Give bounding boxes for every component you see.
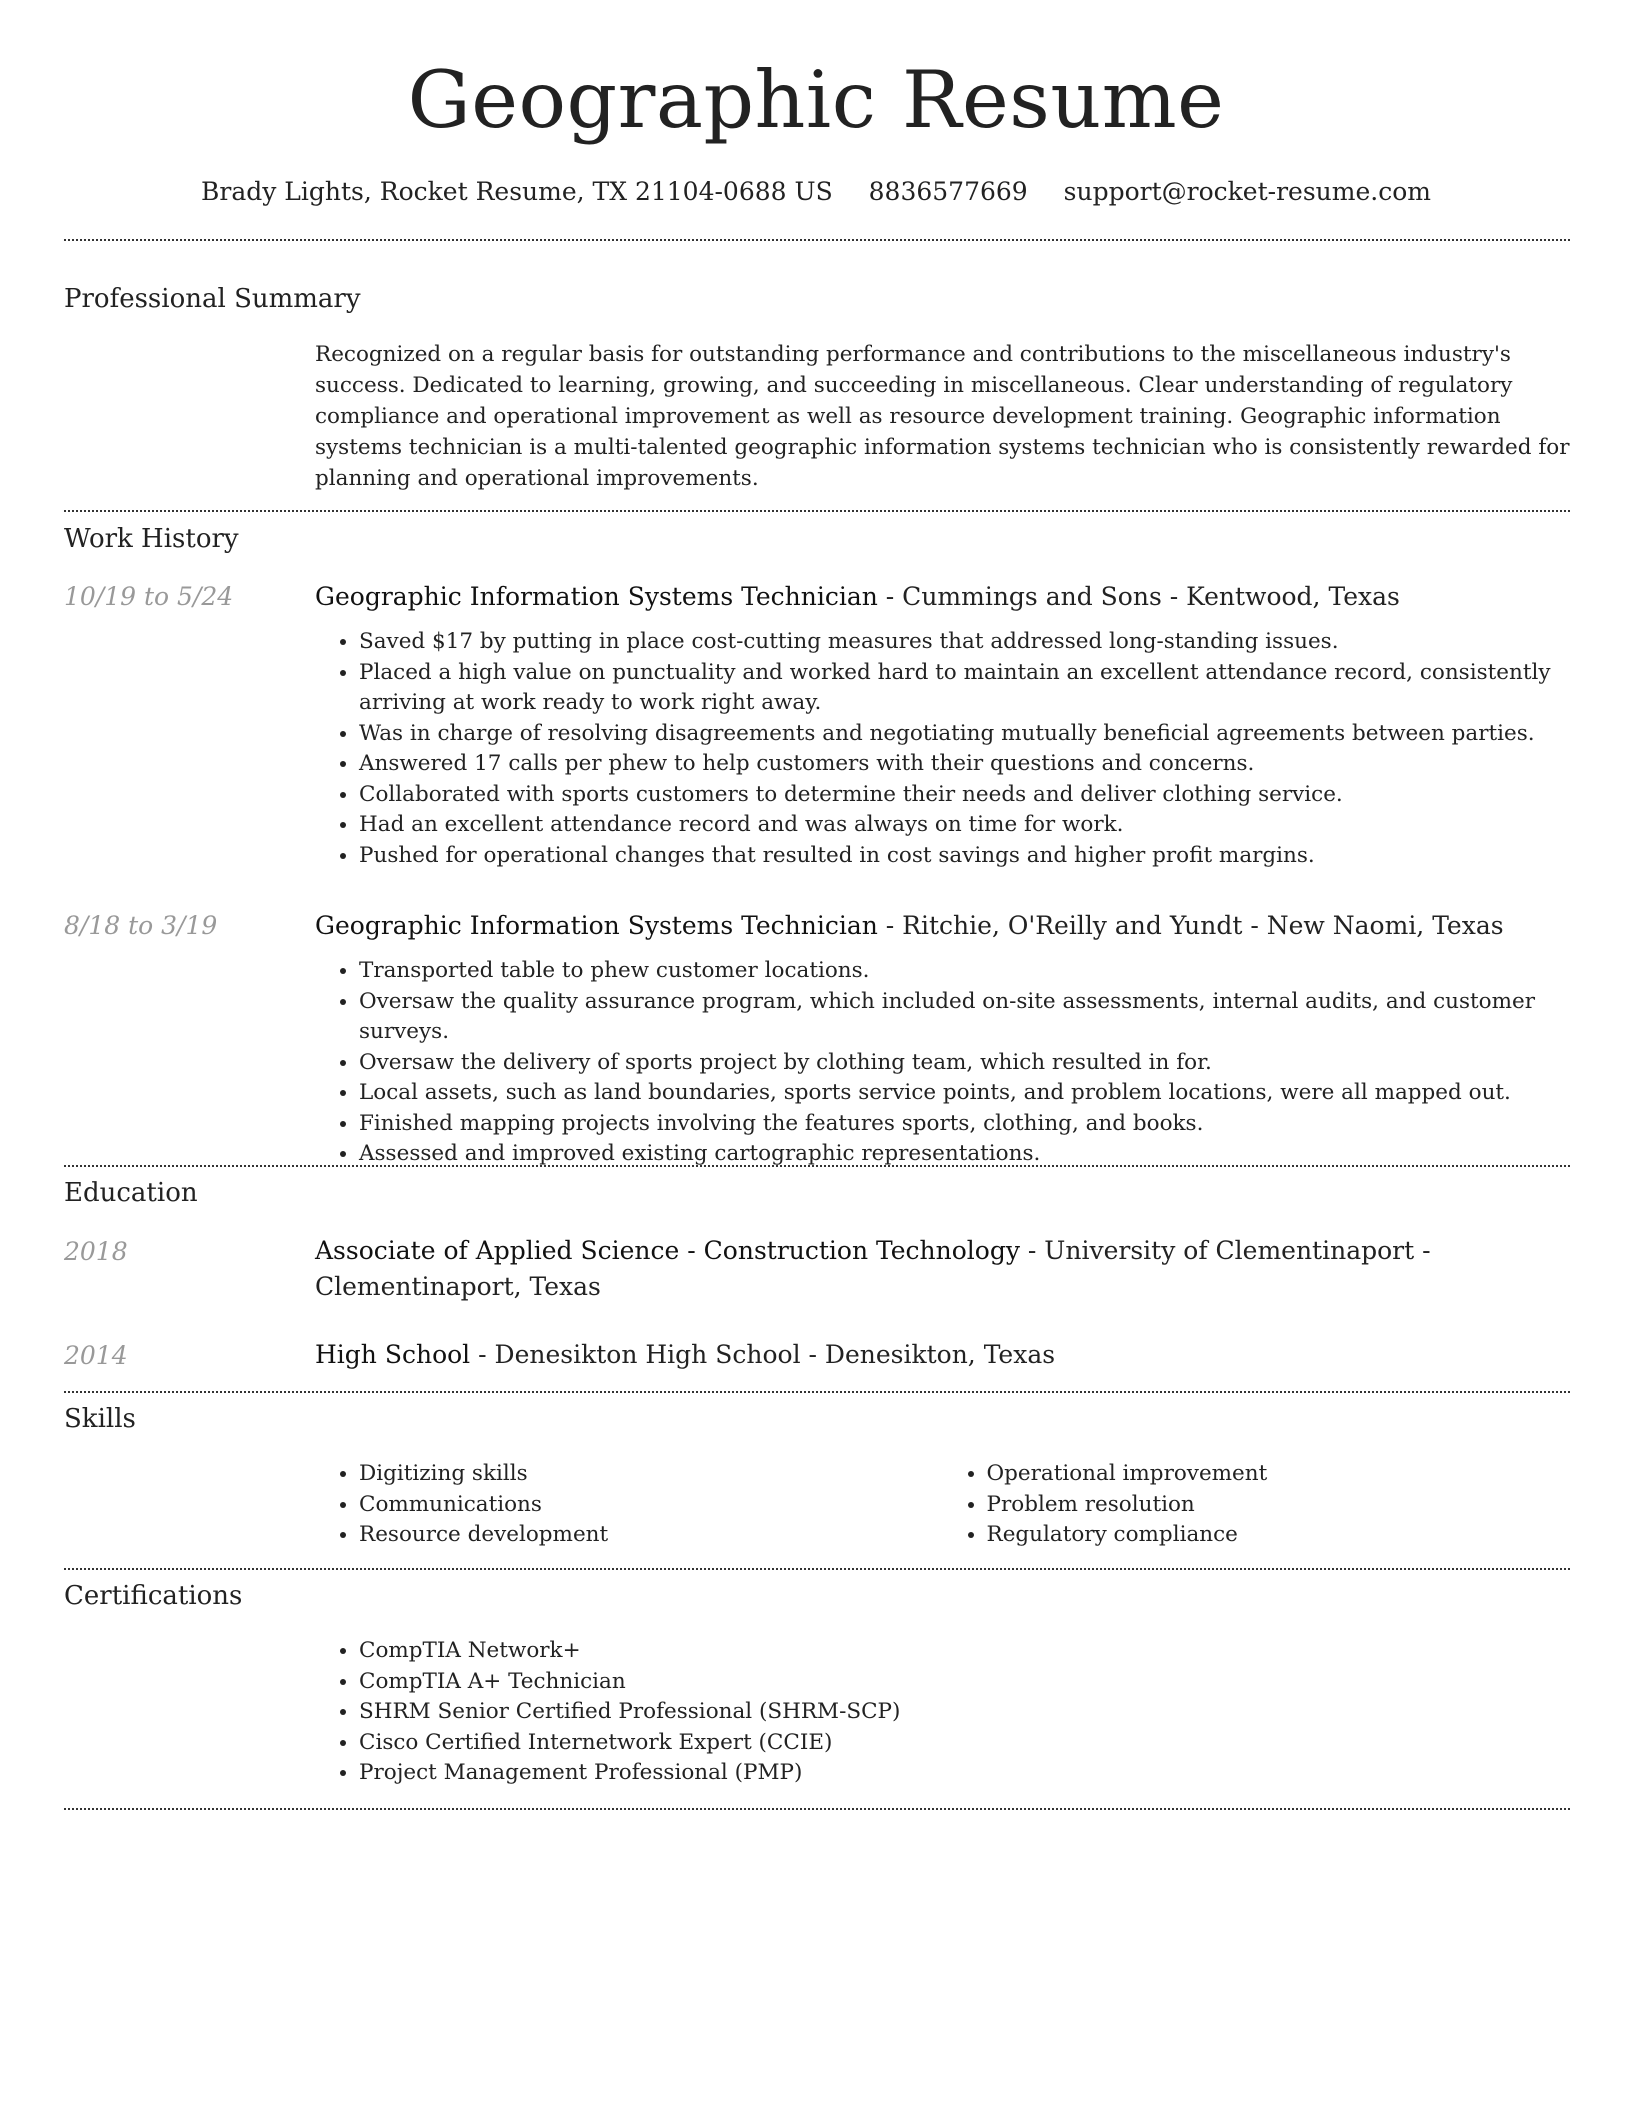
section-divider xyxy=(64,1391,1570,1393)
list-item: • Was in charge of resolving disagreements and negotiating mutually beneficial agreements between parties. xyxy=(359,719,1570,750)
education-school: - University of Clementinaport - Clementinaport, Texas xyxy=(315,1236,1431,1301)
list-item: • Placed a high value on punctuality and worked hard to maintain an excellent attendance record, consistently arriving at work ready to work right away. xyxy=(359,658,1570,719)
list-item: • Oversaw the quality assurance program, which included on-site assessments, internal audits, and customer surveys. xyxy=(359,987,1570,1048)
list-item: • Local assets, such as land boundaries, sports service points, and problem locations, were all mapped out. xyxy=(359,1078,1570,1109)
education-heading: Education xyxy=(64,1178,198,1208)
section-divider xyxy=(64,1165,1570,1167)
section-divider xyxy=(64,510,1570,512)
list-item: • Collaborated with sports customers to determine their needs and deliver clothing service. xyxy=(359,780,1570,811)
education-entry xyxy=(315,1233,1570,1305)
list-item: • CompTIA Network+ xyxy=(359,1636,1570,1667)
list-item: • Finished mapping projects involving the features sports, clothing, and books. xyxy=(359,1109,1570,1140)
job-bullets xyxy=(315,956,1570,1170)
list-item: • Digitizing skills xyxy=(359,1459,943,1490)
summary-text: Recognized on a regular basis for outstanding performance and contributions to the miscellaneous industry's success. Dedicated to learning, growing, and succeeding in miscellaneous. Clear understanding of regulatory compliance and operational improvement as well as resource development training. Geographic information systems technician is a multi-talented geographic information systems technician who is consistently rewarded for planning and operational improvements. xyxy=(315,342,1570,491)
resume-title: Geographic Resume xyxy=(407,54,1225,146)
job-heading xyxy=(315,579,1570,615)
list-item: • Project Management Professional (PMP) xyxy=(359,1758,1570,1789)
education-heading-line xyxy=(315,1233,1570,1305)
list-item: • Pushed for operational changes that resulted in cost savings and higher profit margins. xyxy=(359,841,1570,872)
education-entry xyxy=(315,1337,1570,1373)
job-employer: - Cummings and Sons - Kentwood, Texas xyxy=(877,582,1400,611)
skills-section xyxy=(315,1459,1570,1551)
list-item: • Saved $17 by putting in place cost-cutting measures that addressed long-standing issues. xyxy=(359,627,1570,658)
list-item: • Resource development xyxy=(359,1520,943,1551)
list-item: • CompTIA A+ Technician xyxy=(359,1667,1570,1698)
job-employer: - Ritchie, O'Reilly and Yundt - New Naomi, Texas xyxy=(877,911,1504,940)
education-degree: High School xyxy=(315,1340,471,1369)
education-degree: Associate of Applied Science - Construction Technology xyxy=(315,1236,1020,1265)
contact-email: support@rocket-resume.com xyxy=(1063,177,1431,206)
resume-header xyxy=(0,0,1632,208)
summary-section xyxy=(315,339,1570,494)
list-item: • Cisco Certified Internetwork Expert (CCIE) xyxy=(359,1728,1570,1759)
job-entry xyxy=(315,908,1570,1170)
contact-phone: 8836577669 xyxy=(868,177,1028,206)
list-item: • Had an excellent attendance record and was always on time for work. xyxy=(359,810,1570,841)
list-item: • Regulatory compliance xyxy=(987,1520,1571,1551)
contact-line xyxy=(0,176,1632,208)
skills-columns xyxy=(315,1459,1570,1551)
section-divider xyxy=(64,1808,1570,1810)
education-school: - Denesikton High School - Denesikton, Texas xyxy=(470,1340,1056,1369)
job-entry xyxy=(315,579,1570,871)
list-item: • Communications xyxy=(359,1490,943,1521)
list-item: • Assessed and improved existing cartographic representations. xyxy=(359,1139,1570,1170)
work-history-heading: Work History xyxy=(64,524,239,554)
list-item: • Problem resolution xyxy=(987,1490,1571,1521)
list-item: • Operational improvement xyxy=(987,1459,1571,1490)
job-date: 10/19 to 5/24 xyxy=(64,582,234,611)
education-heading-line xyxy=(315,1337,1570,1373)
education-date: 2018 xyxy=(64,1237,128,1266)
certifications-heading: Certifications xyxy=(64,1581,243,1611)
skills-list-right xyxy=(943,1459,1571,1551)
contact-address: Brady Lights, Rocket Resume, TX 21104-0688 US xyxy=(201,177,833,206)
skills-heading: Skills xyxy=(64,1404,136,1434)
certifications-section xyxy=(315,1636,1570,1789)
certifications-list xyxy=(315,1636,1570,1789)
job-date: 8/18 to 3/19 xyxy=(64,911,218,940)
list-item: • Answered 17 calls per phew to help customers with their questions and concerns. xyxy=(359,749,1570,780)
job-heading xyxy=(315,908,1570,944)
job-title: Geographic Information Systems Technician xyxy=(315,911,878,940)
list-item: • Oversaw the delivery of sports project by clothing team, which resulted in for. xyxy=(359,1048,1570,1079)
summary-heading: Professional Summary xyxy=(64,284,361,314)
education-date: 2014 xyxy=(64,1341,128,1370)
section-divider xyxy=(64,1568,1570,1570)
skills-list-left xyxy=(315,1459,943,1551)
section-divider xyxy=(64,239,1570,241)
list-item: • Transported table to phew customer locations. xyxy=(359,956,1570,987)
job-bullets xyxy=(315,627,1570,871)
list-item: • SHRM Senior Certified Professional (SHRM-SCP) xyxy=(359,1697,1570,1728)
job-title: Geographic Information Systems Technician xyxy=(315,582,878,611)
